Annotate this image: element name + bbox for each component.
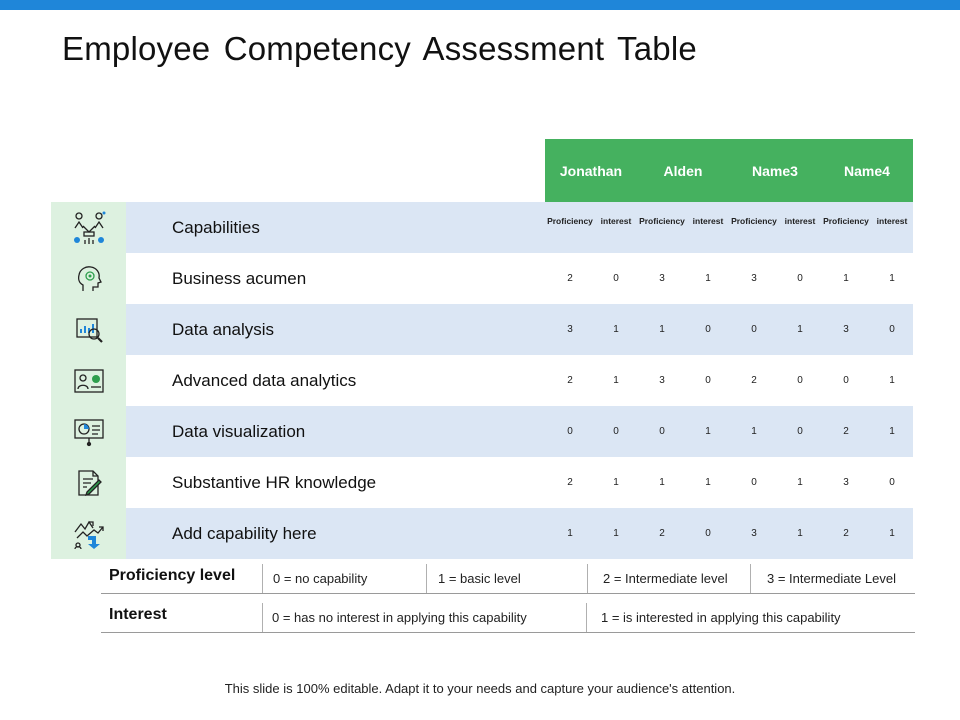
table-row	[51, 304, 913, 355]
legend-divider	[426, 564, 427, 593]
legend-divider	[262, 603, 263, 632]
score-cell: 1	[705, 273, 711, 284]
icon-cell	[51, 253, 126, 304]
competency-table	[51, 139, 913, 561]
score-cell: 0	[705, 375, 711, 386]
score-cell: 1	[567, 528, 573, 539]
score-cell: 1	[889, 273, 895, 284]
interest-legend-item: 0 = has no interest in applying this capability	[272, 610, 527, 625]
score-cell: 2	[843, 426, 849, 437]
score-cell: 1	[705, 426, 711, 437]
document-pencil-icon	[75, 468, 103, 498]
icon-cell	[51, 508, 126, 559]
icon-cell	[51, 355, 126, 406]
score-cell: 1	[613, 528, 619, 539]
score-cell: 0	[659, 426, 665, 437]
person-name: Name3	[752, 163, 798, 179]
score-cell: 0	[889, 477, 895, 488]
head-gear-icon	[74, 264, 104, 294]
score-cell: 1	[705, 477, 711, 488]
proficiency-legend-item: 2 = Intermediate level	[603, 571, 728, 586]
row-label: Add capability here	[172, 524, 317, 543]
score-cell: 1	[613, 324, 619, 335]
row-label: Business acumen	[172, 269, 307, 288]
row-label: Advanced data analytics	[172, 371, 357, 390]
table-row	[51, 202, 913, 253]
proficiency-legend-item: 1 = basic level	[438, 571, 521, 586]
score-cell: 3	[567, 324, 573, 335]
score-cell: 0	[797, 375, 803, 386]
teamwork-icon	[71, 210, 107, 246]
table-row	[51, 355, 913, 406]
score-cell: 3	[751, 273, 757, 284]
score-cell: 1	[797, 528, 803, 539]
score-cell: 0	[705, 528, 711, 539]
score-cell: 0	[567, 426, 573, 437]
score-cell: 1	[889, 528, 895, 539]
legend-divider	[587, 564, 588, 593]
sub-header: Proficiency	[547, 216, 593, 226]
score-cell: 3	[843, 324, 849, 335]
chart-magnifier-icon	[74, 315, 104, 345]
score-cell: 0	[613, 426, 619, 437]
score-cell: 0	[751, 324, 757, 335]
score-cell: 1	[889, 375, 895, 386]
interest-legend	[101, 600, 915, 633]
person-name: Jonathan	[559, 163, 623, 179]
score-cell: 1	[659, 477, 665, 488]
score-cell: 2	[567, 273, 573, 284]
score-cell: 3	[659, 375, 665, 386]
score-cell: 1	[751, 426, 757, 437]
table-row	[51, 253, 913, 304]
monitor-pie-chart-icon	[73, 417, 105, 447]
score-cell: 1	[613, 477, 619, 488]
sub-header: interest	[876, 216, 908, 226]
score-cell: 3	[843, 477, 849, 488]
interest-legend-title: Interest	[109, 606, 167, 623]
proficiency-legend	[101, 561, 915, 594]
sub-header: interest	[600, 216, 632, 226]
person-name: Alden	[663, 163, 703, 179]
legend-divider	[750, 564, 751, 593]
score-cell: 0	[797, 426, 803, 437]
sub-header: Proficiency	[823, 216, 869, 226]
sub-header: Proficiency	[731, 216, 777, 226]
table-row	[51, 457, 913, 508]
score-cell: 0	[889, 324, 895, 335]
table-row	[51, 406, 913, 457]
score-cell: 1	[613, 375, 619, 386]
icon-cell	[51, 202, 126, 253]
interest-legend-item: 1 = is interested in applying this capability	[601, 610, 841, 625]
arrows-up-icon	[72, 518, 106, 550]
page-title: Employee Competency Assessment Table	[62, 30, 697, 67]
score-cell: 1	[797, 477, 803, 488]
legend-divider	[262, 564, 263, 593]
row-label: Data visualization	[172, 422, 306, 441]
score-cell: 0	[751, 477, 757, 488]
score-cell: 1	[843, 273, 849, 284]
proficiency-legend-item: 3 = Intermediate Level	[767, 571, 896, 586]
footer-note: This slide is 100% editable. Adapt it to your needs and capture your audience's attention.	[224, 681, 736, 696]
icon-cell	[51, 304, 126, 355]
score-cell: 1	[659, 324, 665, 335]
people-header	[545, 139, 913, 202]
score-cell: 2	[751, 375, 757, 386]
score-cell: 3	[659, 273, 665, 284]
score-cell: 0	[797, 273, 803, 284]
row-label: Substantive HR knowledge	[172, 473, 377, 492]
score-cell: 0	[705, 324, 711, 335]
score-cell: 0	[843, 375, 849, 386]
sub-header: interest	[692, 216, 724, 226]
sub-header: Proficiency	[639, 216, 685, 226]
person-name: Name4	[844, 163, 890, 179]
table-row	[51, 508, 913, 559]
legend-divider	[586, 603, 587, 632]
proficiency-legend-item: 0 = no capability	[273, 571, 368, 586]
sub-header: interest	[784, 216, 816, 226]
icon-cell	[51, 457, 126, 508]
score-cell: 1	[889, 426, 895, 437]
score-cell: 0	[613, 273, 619, 284]
score-cell: 3	[751, 528, 757, 539]
score-cell: 2	[567, 477, 573, 488]
presenter-board-icon	[73, 367, 105, 395]
score-cell: 2	[659, 528, 665, 539]
row-label: Data analysis	[172, 320, 275, 339]
row-label: Capabilities	[172, 218, 260, 237]
icon-cell	[51, 406, 126, 457]
score-cell: 2	[567, 375, 573, 386]
score-cell: 1	[797, 324, 803, 335]
score-cell: 2	[843, 528, 849, 539]
proficiency-legend-title: Proficiency level	[109, 567, 236, 584]
top-accent-bar	[0, 0, 960, 10]
